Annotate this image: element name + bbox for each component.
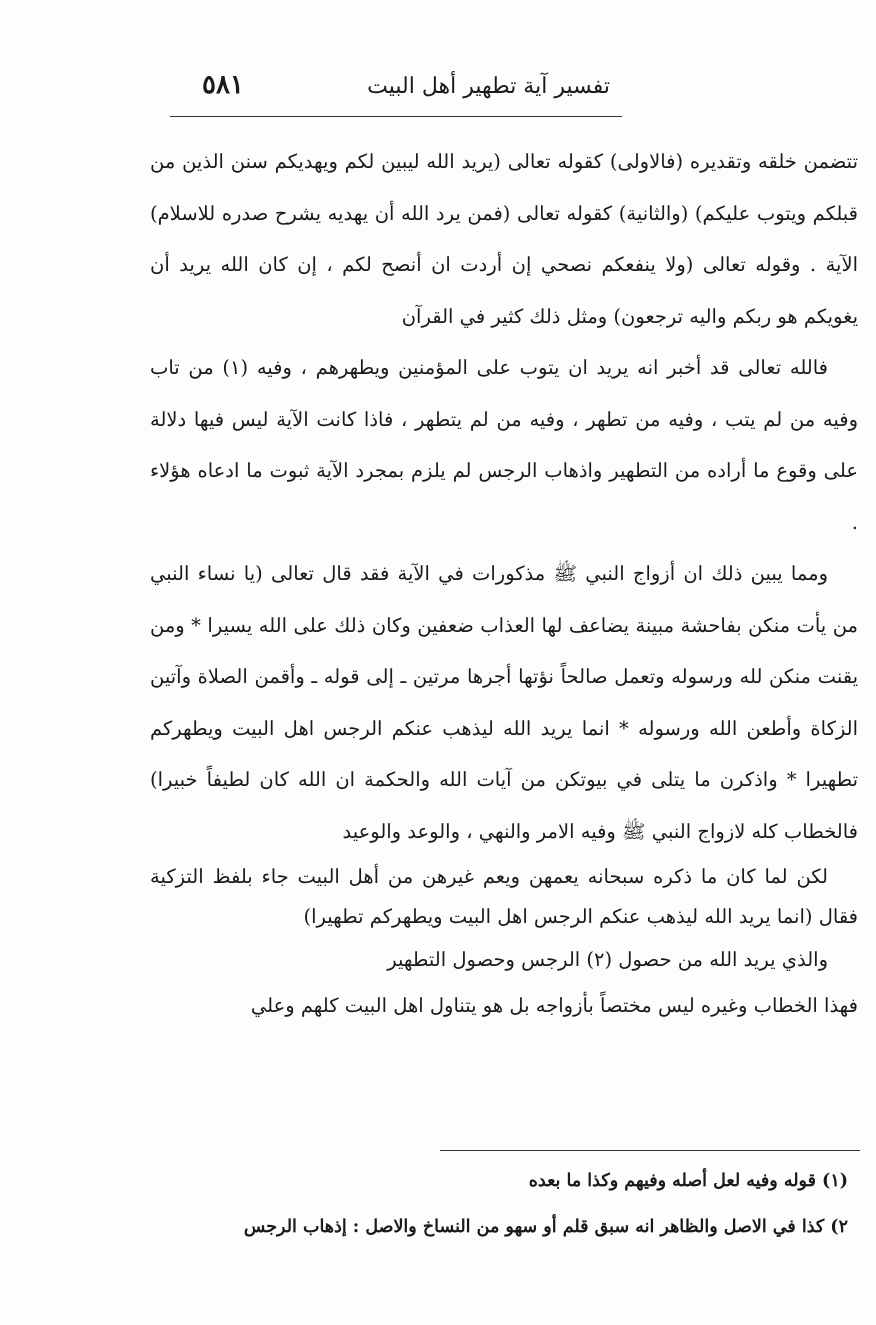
page-number: ٥٨١ xyxy=(202,70,244,100)
paragraph: لكن لما كان ما ذكره سبحانه يعمهن ويعم غيرهن من أهل البيت جاء بلفظ التزكية فقال (انما يريد الله ليذهب عنكم الرجس اهل البيت ويطهركم تطهيرا) xyxy=(150,865,858,928)
paragraph: ومما يبين ذلك ان أزواج النبي ﷺ مذكورات في الآية فقد قال تعالى (يا نساء النبي من يأت منكن بفاحشة مبينة يضاعف لها العذاب ضعفين وكان ذلك على الله يسيرا * ومن يقنت منكن لله ورسوله وتعمل صالحاً نؤتها أجرها مرتين ـ إلى قوله ـ وأقمن الصلاة وآتين الزكاة وأطعن الله ورسوله * انما يريد الله ليذهب عنكم الرجس اهل البيت ويطهركم تطهيرا * واذكرن ما يتلى في بيوتكن من آيات الله والحكمة ان الله كان لطيفاً خبيرا) فالخطاب كله لازواج النبي ﷺ وفيه الامر والنهي ، والوعد والوعيد xyxy=(150,562,858,843)
paragraph: تتضمن خلقه وتقديره (فالاولى) كقوله تعالى (يريد الله ليبين لكم ويهديكم سنن الذين من قبلكم ويتوب عليكم) (والثانية) كقوله تعالى (فمن يرد الله أن يهديه يشرح صدره للاسلام) الآية . وقوله تعالى (ولا ينفعكم نصحي إن أردت ان أنصح لكم ، إن كان الله يريد أن يغويكم هو ربكم واليه ترجعون) ومثل ذلك كثير في القرآن xyxy=(150,150,858,328)
running-title: تفسير آية تطهير أهل البيت xyxy=(367,74,610,99)
footnote: ٢) كذا في الاصل والظاهر انه سبق قلم أو سهو من النساخ والاصل : إذهاب الرجس xyxy=(243,1217,848,1237)
header-rule xyxy=(170,116,622,117)
paragraph: فهذا الخطاب وغيره ليس مختصاً بأزواجه بل هو يتناول اهل البيت كلهم وعلي xyxy=(250,994,858,1017)
body-text xyxy=(150,136,858,1029)
page-header xyxy=(150,66,640,114)
paragraph: فالله تعالى قد أخبر انه يريد ان يتوب على المؤمنين ويطهرهم ، وفيه (١) من تاب وفيه من لم يتب ، وفيه من تطهر ، وفيه من لم يتطهر ، فاذا كانت الآية ليس فيها دلالة على وقوع ما أراده من التطهير واذهاب الرجس لم يلزم بمجرد الآية ثبوت ما ادعاه هؤلاء . xyxy=(150,356,858,534)
footnote: (١) قوله وفيه لعل أصله وفيهم وكذا ما بعده xyxy=(528,1171,848,1191)
paragraph: والذي يريد الله من حصول (٢) الرجس وحصول التطهير xyxy=(387,948,828,971)
footnotes xyxy=(150,1158,856,1250)
footnote-divider xyxy=(440,1150,860,1151)
